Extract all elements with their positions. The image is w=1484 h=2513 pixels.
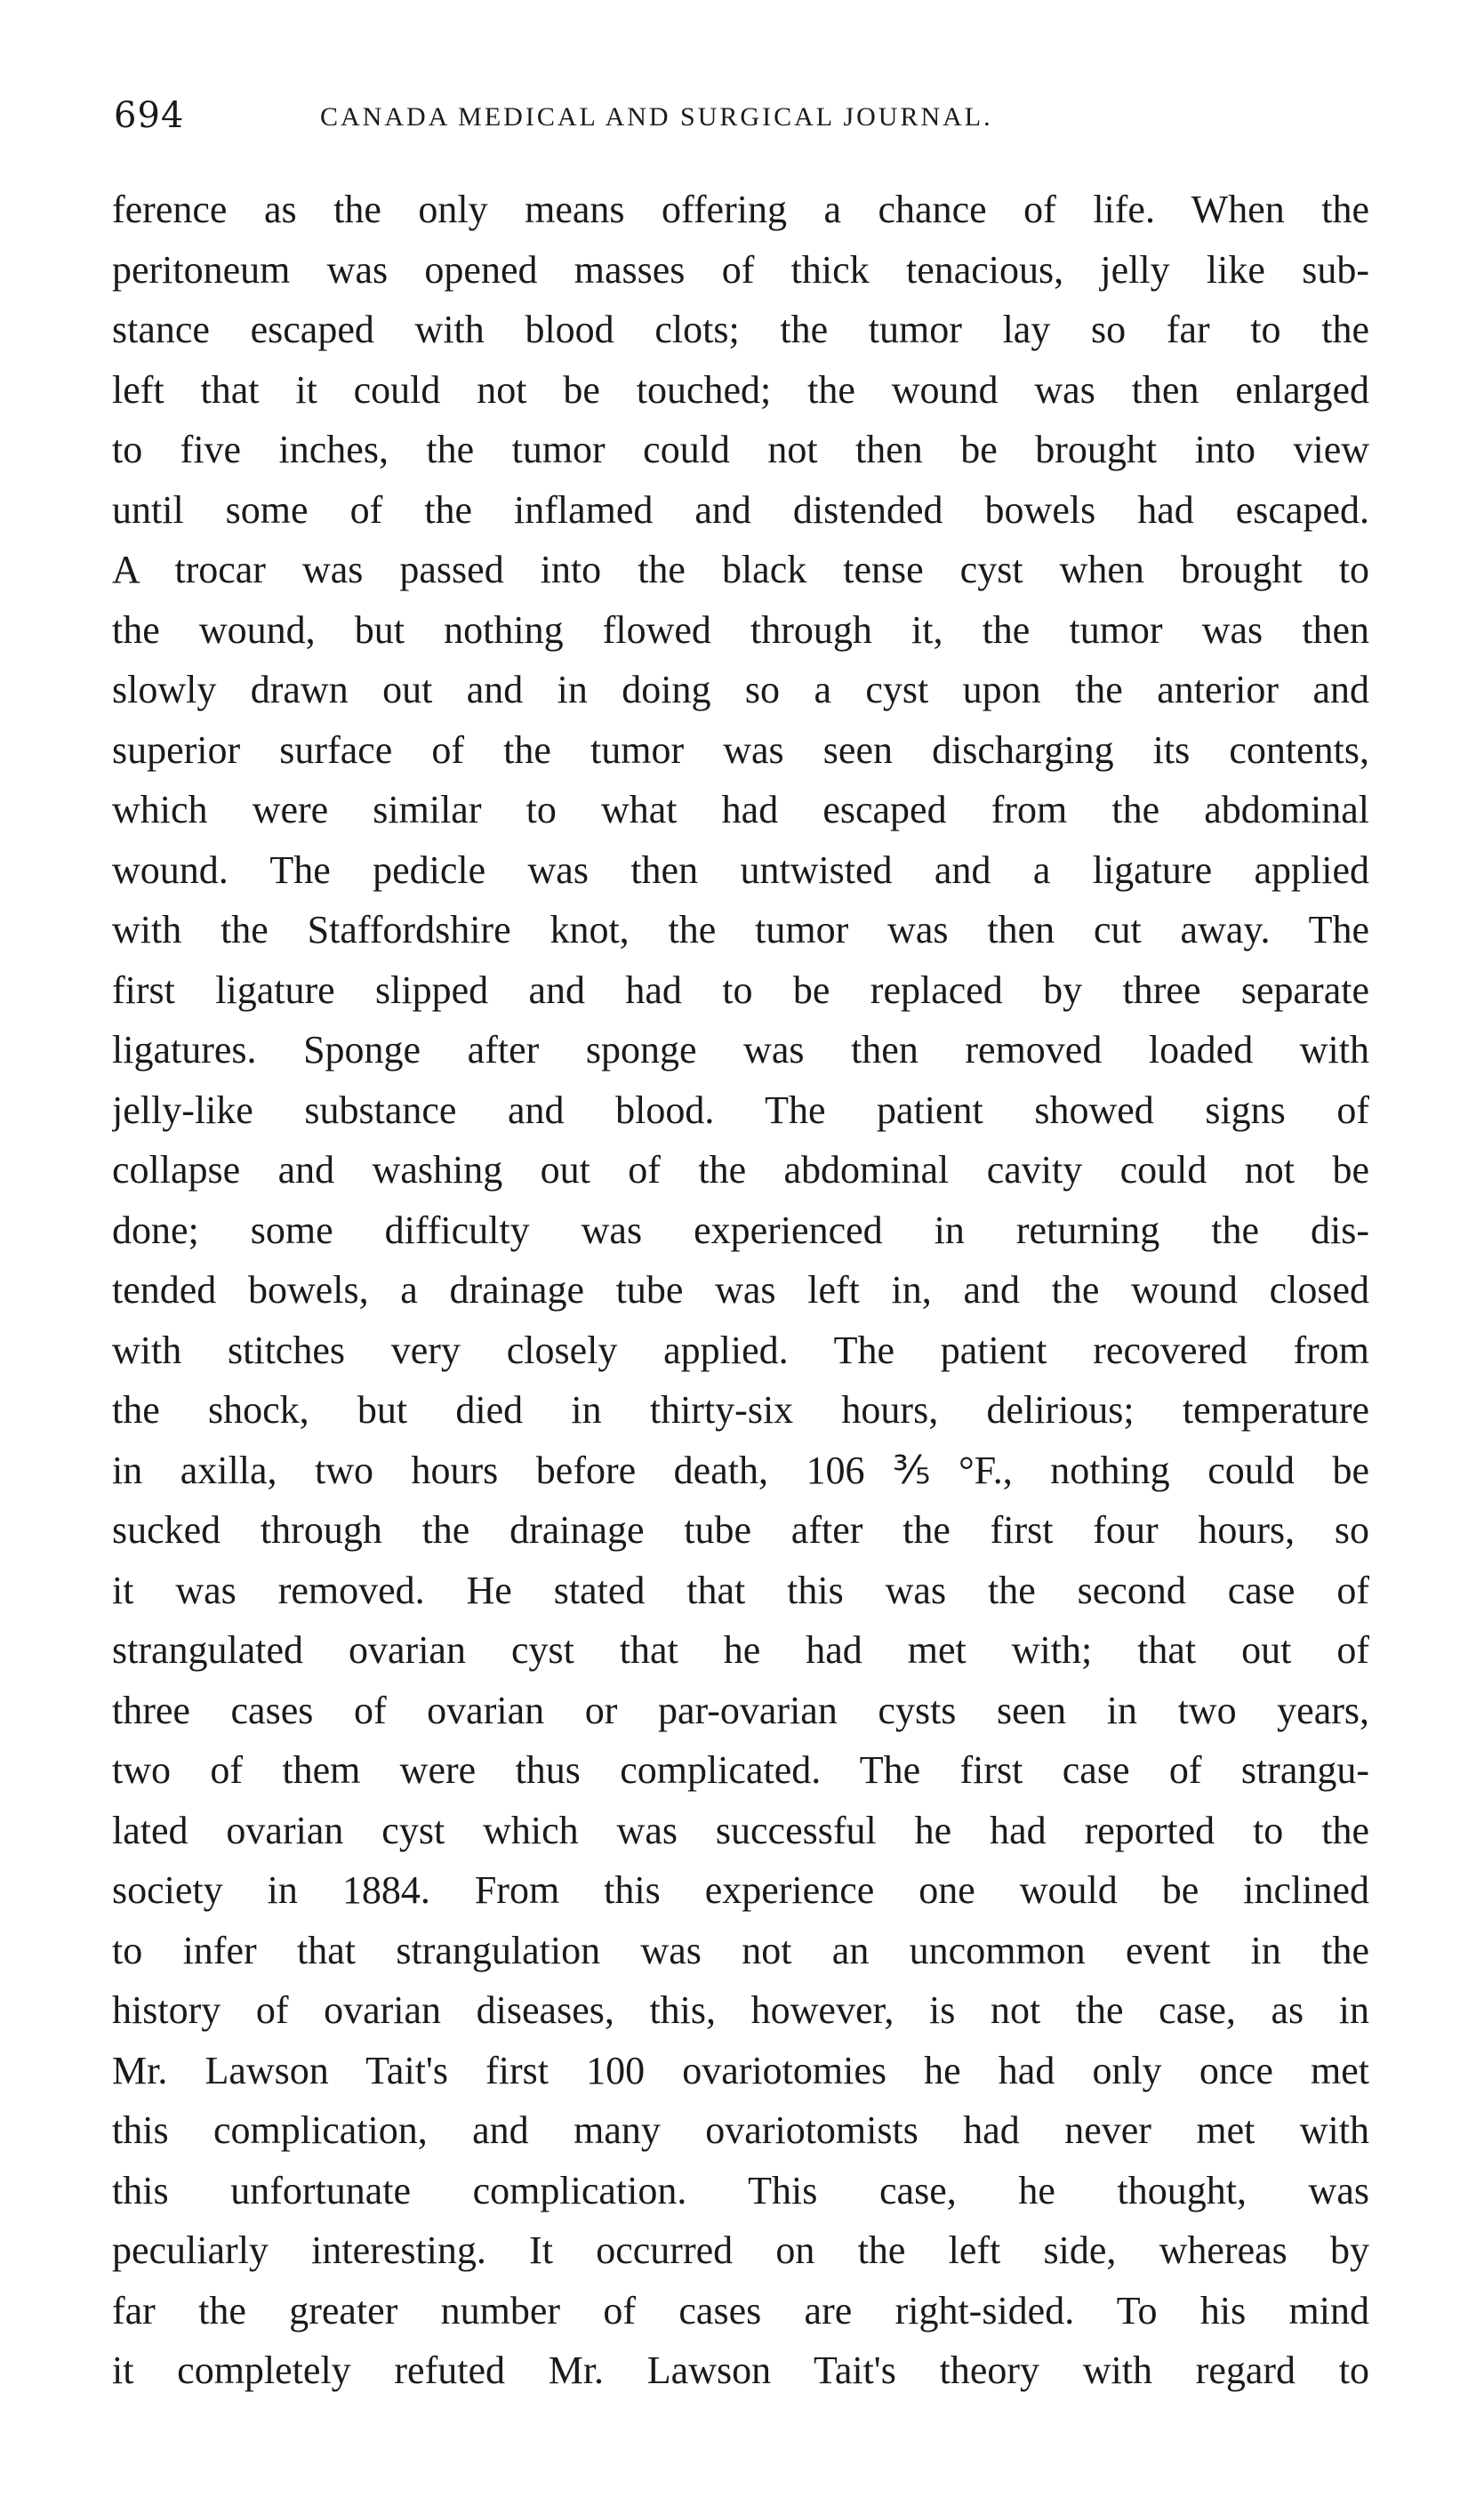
text-line: done; some difficulty was experienced in returning the dis-: [112, 1208, 1369, 1252]
text-line: first ligature slipped and had to be replaced by three separate: [112, 967, 1369, 1012]
text-line: stance escaped with blood clots; the tumor lay so far to the: [112, 308, 1369, 351]
text-line: this complication, and many ovariotomists had never met with: [112, 2108, 1369, 2152]
text-line: with stitches very closely applied. The patient recovered from: [112, 1328, 1369, 1372]
text-line: ference as the only means offering a chance of life. When the: [112, 188, 1369, 231]
text-line: to five inches, the tumor could not then be brought into view: [112, 428, 1369, 471]
text-line: lated ovarian cyst which was successful he had reported to the: [112, 1808, 1369, 1852]
text-line: it was removed. He stated that this was the second case of: [112, 1568, 1369, 1612]
text-line: tended bowels, a drainage tube was left in, and the wound closed: [112, 1268, 1369, 1312]
running-head: [114, 89, 1368, 142]
text-line: this unfortunate complication. This case, he thought, was: [112, 2168, 1369, 2212]
text-line: jelly-like substance and blood. The patient showed signs of: [112, 1088, 1369, 1132]
text-line: strangulated ovarian cyst that he had met with; that out of: [112, 1628, 1369, 1672]
text-line: ligatures. Sponge after sponge was then removed loaded with: [112, 1028, 1369, 1072]
text-line: until some of the inflamed and distended bowels had escaped.: [112, 487, 1369, 532]
text-line: to infer that strangulation was not an uncommon event in the: [112, 1928, 1369, 1972]
text-line: two of them were thus complicated. The first case of strangu-: [112, 1748, 1369, 1792]
body-text: [112, 180, 1369, 2401]
text-line: Mr. Lawson Tait's first 100 ovariotomies he had only once met: [112, 2048, 1369, 2092]
text-line: which were similar to what had escaped from the abdominal: [112, 788, 1369, 831]
text-line: collapse and washing out of the abdominal cavity could not be: [112, 1148, 1369, 1192]
text-line: society in 1884. From this experience one would be inclined: [112, 1868, 1369, 1912]
text-line: sucked through the drainage tube after the first four hours, so: [112, 1508, 1369, 1552]
text-line: it completely refuted Mr. Lawson Tait's theory with regard to: [112, 2348, 1369, 2392]
text-line: history of ovarian diseases, this, however, is not the case, as in: [112, 1988, 1369, 2032]
text-line: A trocar was passed into the black tense cyst when brought to: [112, 548, 1369, 591]
text-line: three cases of ovarian or par-ovarian cysts seen in two years,: [112, 1688, 1369, 1732]
text-line: peculiarly interesting. It occurred on the left side, whereas by: [112, 2228, 1369, 2272]
text-line: left that it could not be touched; the wound was then enlarged: [112, 367, 1369, 412]
page-number: 694: [114, 95, 185, 136]
text-line: the wound, but nothing flowed through it, the tumor was then: [112, 607, 1369, 652]
text-line: wound. The pedicle was then untwisted and a ligature applied: [112, 847, 1369, 892]
text-line: in axilla, two hours before death, 106⅗°F., nothing could be: [112, 1448, 1369, 1492]
text-line: superior surface of the tumor was seen discharging its contents,: [112, 727, 1369, 772]
text-line: the shock, but died in thirty-six hours, delirious; temperature: [112, 1388, 1369, 1432]
journal-title: CANADA MEDICAL AND SURGICAL JOURNAL.: [320, 102, 993, 132]
text-line: slowly drawn out and in doing so a cyst upon the anterior and: [112, 668, 1369, 711]
text-line: with the Staffordshire knot, the tumor was then cut away. The: [112, 908, 1369, 951]
text-line: peritoneum was opened masses of thick tenacious, jelly like sub-: [112, 247, 1369, 292]
text-line: far the greater number of cases are right-sided. To his mind: [112, 2288, 1369, 2332]
